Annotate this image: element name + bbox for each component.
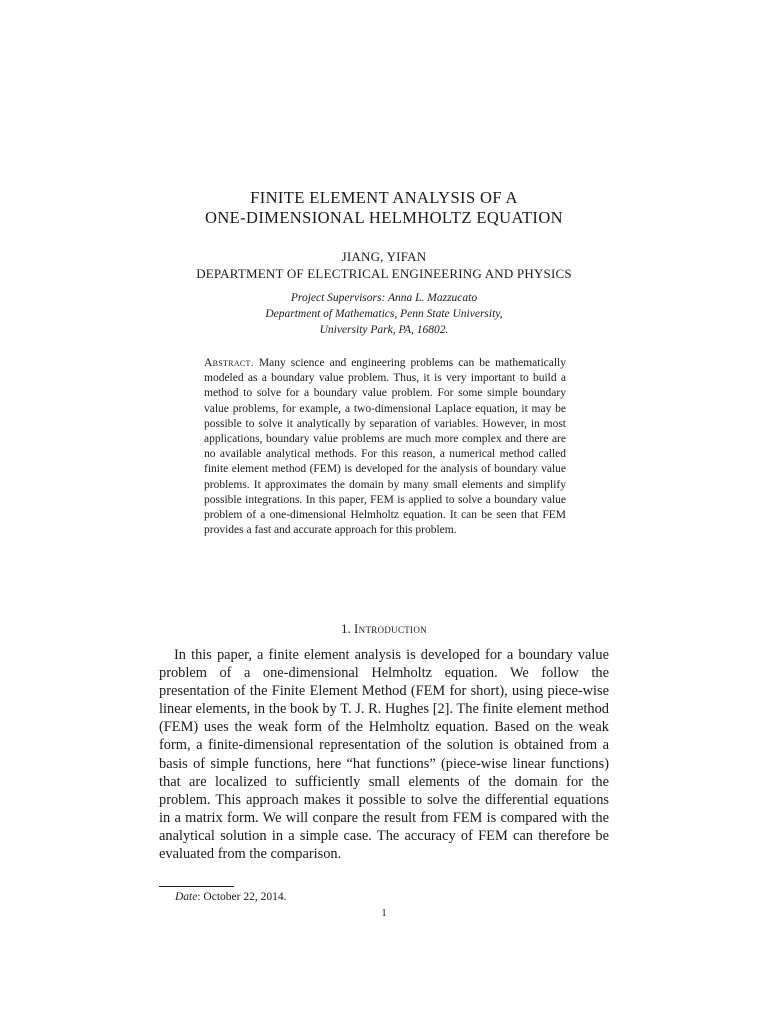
author-name: JIANG, YIFAN — [341, 249, 427, 264]
supervisors-line-2: Department of Mathematics, Penn State University, — [265, 308, 503, 320]
footnote-text: : October 22, 2014. — [197, 891, 287, 903]
intro-paragraph: In this paper, a finite element analysis is developed for a boundary value problem of a one-dimensional Helmholtz equation. We follow the presentation of the Finite Element Method (FEM for short), using piece-wise linear elements, in the book by T. J. R. Hughes [2]. The finite element method (FEM) uses the weak form of the Helmholtz equation. Based on the weak form, a finite-dimensional representation of the solution is obtained from a basis of simple functions, here “hat functions” (piece-wise linear functions) that are localized to sufficiently small elements of the domain for the problem. This approach makes it possible to solve the differential equations in a matrix form. We will conpare the result from FEM is compared with the analytical solution in a simple case. The accuracy of FEM can therefore be evaluated from the comparison. — [159, 647, 609, 863]
section-number: 1. — [341, 621, 351, 636]
footnote — [175, 890, 286, 905]
supervisors-block — [0, 290, 768, 338]
title-line-2: ONE-DIMENSIONAL HELMHOLTZ EQUATION — [205, 208, 563, 227]
supervisors-line-1: Project Supervisors: Anna L. Mazzucato — [290, 292, 478, 304]
author-department: DEPARTMENT OF ELECTRICAL ENGINEERING AND PHYSICS — [196, 266, 572, 281]
supervisors-line-3: University Park, PA, 16802. — [319, 324, 449, 336]
title-line-1: FINITE ELEMENT ANALYSIS OF A — [250, 188, 518, 207]
abstract-text: Many science and engineering problems can be mathematically modeled as a boundary value problem. Thus, it is very important to build a method to solve for a boundary value problem. For some simple boundary value problems, for example, a two-dimensional Laplace equation, it may be possible to solve it analytically by separation of variables. However, in most applications, boundary value problems are much more complex and there are no available analytical methods. For this reason, a numerical method called finite element method (FEM) is developed for the analysis of boundary value problems. It approximates the domain by many small elements and simplify possible integrations. In this paper, FEM is applied to solve a boundary value problem of a one-dimensional Helmholtz equation. It can be seen that FEM provides a fast and accurate approach for this problem. — [204, 357, 566, 537]
page-number: 1 — [381, 907, 387, 919]
section-title: Introduction — [354, 621, 427, 636]
footnote-divider — [159, 886, 234, 887]
section-heading — [0, 620, 768, 637]
abstract-label: Abstract. — [204, 357, 254, 369]
paper-title — [0, 188, 768, 228]
abstract — [204, 356, 566, 538]
footnote-label: Date — [175, 891, 198, 903]
author-block — [0, 248, 768, 282]
